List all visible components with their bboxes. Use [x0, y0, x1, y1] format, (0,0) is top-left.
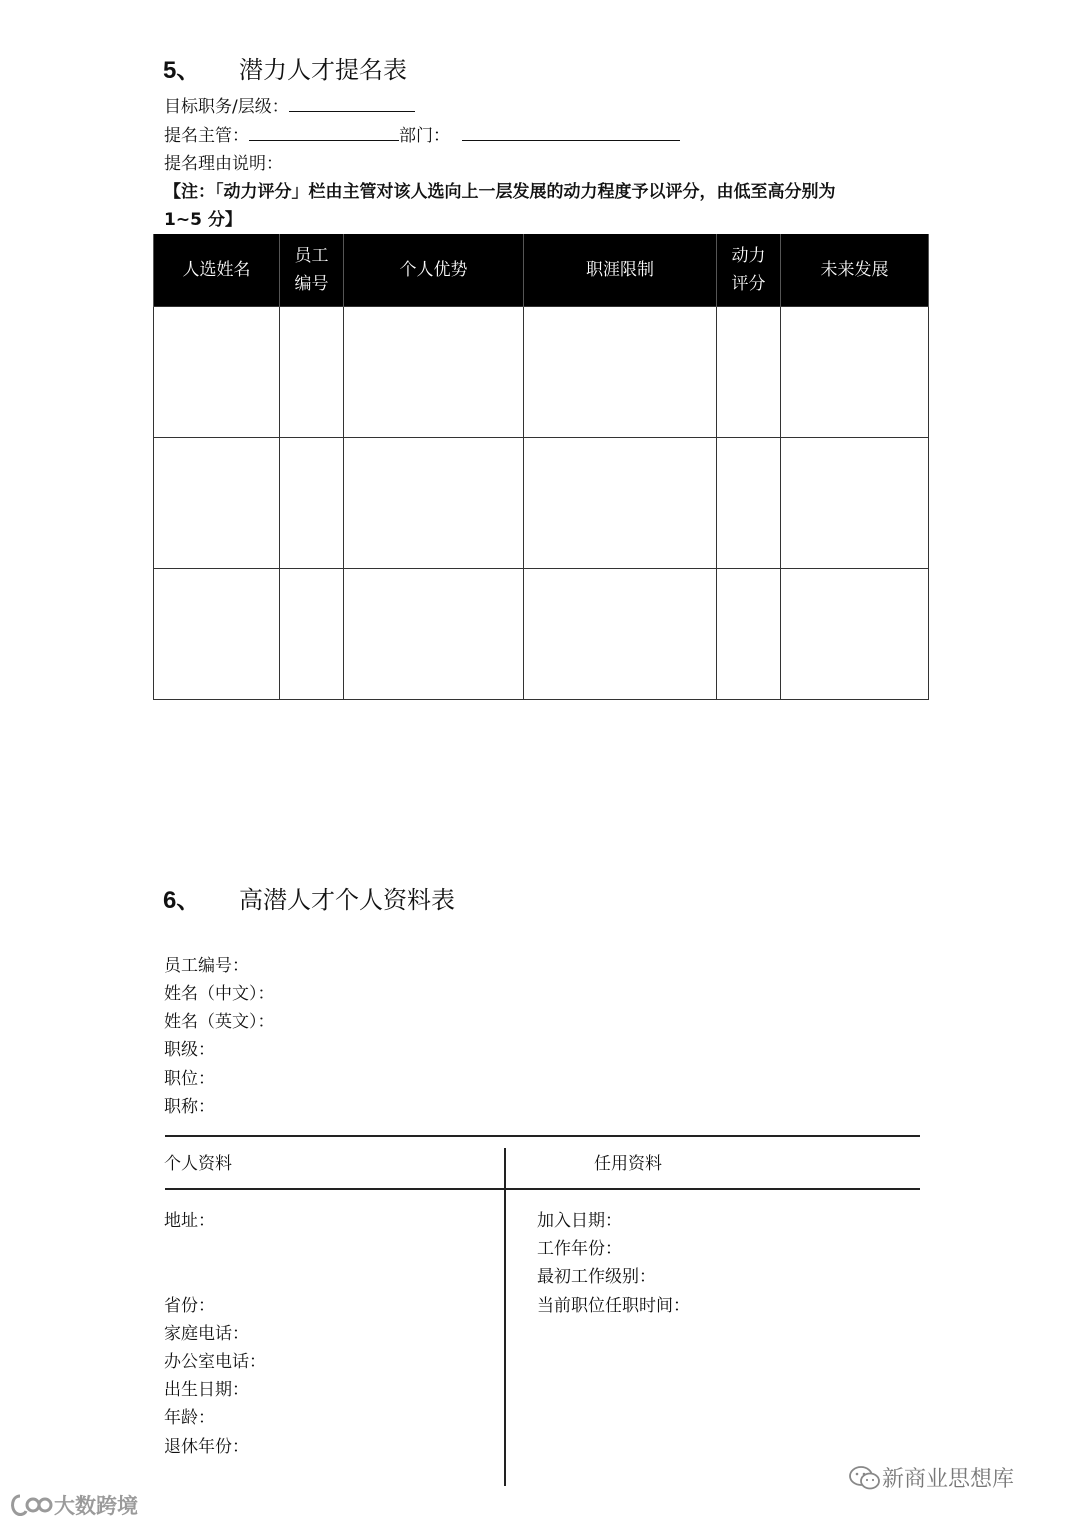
section-title: 潜力人才提名表 [239, 56, 407, 84]
section-5-heading [163, 50, 563, 82]
department-blank[interactable] [462, 126, 680, 141]
watermark-right: 新商业思想库 [848, 1462, 1014, 1493]
nomination-table [153, 234, 929, 700]
profile-column-divider [504, 1148, 506, 1486]
section-number: 6、 [163, 887, 201, 914]
table-cell[interactable] [781, 307, 929, 438]
watermark-logo-icon [8, 1492, 54, 1518]
field-title: 职称： [164, 1097, 215, 1117]
table-cell[interactable] [717, 307, 781, 438]
supervisor-line [164, 126, 680, 146]
table-cell[interactable] [344, 307, 524, 438]
field-office-phone: 办公室电话： [164, 1352, 266, 1372]
field-initial-grade: 最初工作级别： [537, 1267, 656, 1287]
watermark-left: 大数跨境 [8, 1490, 138, 1520]
table-cell[interactable] [717, 438, 781, 569]
field-position: 职位： [164, 1069, 215, 1089]
table-cell[interactable] [154, 438, 280, 569]
profile-header-rule [165, 1188, 920, 1190]
field-home-phone: 家庭电话： [164, 1324, 249, 1344]
target-position-blank[interactable] [289, 97, 415, 112]
table-cell[interactable] [280, 438, 344, 569]
field-current-tenure: 当前职位任职时间： [537, 1296, 690, 1316]
target-position-line [164, 97, 415, 117]
table-cell[interactable] [344, 569, 524, 700]
field-join-date: 加入日期： [537, 1211, 622, 1231]
section-number: 5、 [163, 57, 201, 84]
table-cell[interactable] [524, 307, 717, 438]
personal-info-header: 个人资料 [164, 1154, 232, 1174]
col-motivation-score: 动力 评分 [717, 234, 781, 307]
table-cell[interactable] [344, 438, 524, 569]
section-title: 高潜人才个人资料表 [239, 886, 455, 914]
field-grade: 职级： [164, 1040, 215, 1060]
field-address: 地址： [164, 1211, 215, 1231]
table-row [154, 569, 929, 700]
field-age: 年龄： [164, 1408, 215, 1428]
table-cell[interactable] [781, 569, 929, 700]
section-6-heading [163, 880, 563, 912]
table-cell[interactable] [781, 438, 929, 569]
table-cell[interactable] [524, 569, 717, 700]
target-position-label: 目标职务/层级： [164, 97, 289, 117]
table-row [154, 438, 929, 569]
note-line-1: 【注：「动力评分」栏由主管对该人选向上一层发展的动力程度予以评分，由低至高分别为 [164, 182, 836, 202]
table-cell[interactable] [280, 569, 344, 700]
col-career-limits: 职涯限制 [524, 234, 717, 307]
table-header-row [154, 234, 929, 307]
profile-top-rule [165, 1135, 920, 1137]
table-cell[interactable] [154, 307, 280, 438]
col-candidate-name: 人选姓名 [154, 234, 280, 307]
field-province: 省份： [164, 1296, 215, 1316]
col-strengths: 个人优势 [344, 234, 524, 307]
department-label: 部门： [399, 126, 450, 146]
col-future-development: 未来发展 [781, 234, 929, 307]
employment-info-header: 任用资料 [594, 1154, 662, 1174]
field-birth-date: 出生日期： [164, 1380, 249, 1400]
field-retirement-year: 退休年份： [164, 1437, 249, 1457]
field-name-cn: 姓名（中文）： [164, 984, 275, 1004]
table-cell[interactable] [154, 569, 280, 700]
table-cell[interactable] [280, 307, 344, 438]
field-employee-id: 员工编号： [164, 956, 249, 976]
table-cell[interactable] [717, 569, 781, 700]
table-row [154, 307, 929, 438]
field-work-years: 工作年份： [537, 1239, 622, 1259]
supervisor-label: 提名主管： [164, 126, 249, 146]
field-name-en: 姓名（英文）： [164, 1012, 275, 1032]
note-line-2: 1~5 分】 [164, 210, 242, 230]
table-cell[interactable] [524, 438, 717, 569]
supervisor-blank[interactable] [249, 126, 399, 141]
col-employee-id: 员工 编号 [280, 234, 344, 307]
reason-label: 提名理由说明： [164, 154, 283, 174]
wechat-icon [848, 1464, 882, 1492]
